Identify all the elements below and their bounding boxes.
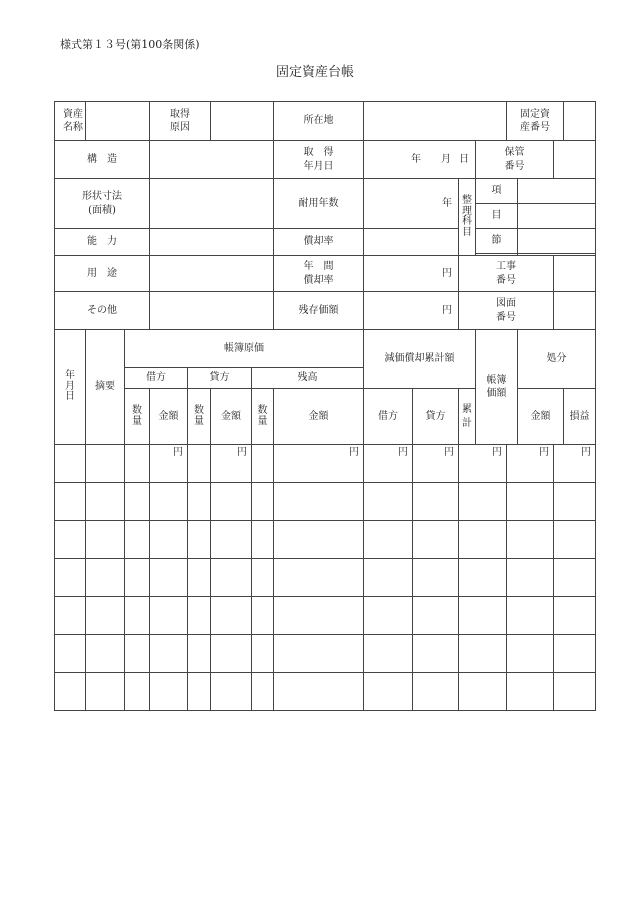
ledger-cell: [364, 635, 413, 673]
yen-unit: 円: [581, 447, 592, 458]
kou-label: 項: [476, 179, 518, 204]
ledger-cell: [413, 483, 459, 521]
yen-unit: 円: [539, 447, 549, 458]
disposal-header: 処分: [518, 330, 596, 389]
ledger-cell: [554, 559, 596, 597]
purpose-label: 用 途: [55, 256, 150, 292]
ledger-cell: [252, 445, 274, 483]
ledger-cell: [211, 597, 252, 635]
ledger-cell: [507, 635, 554, 673]
month-unit: 月: [441, 153, 451, 165]
ledger-cell: [211, 635, 252, 673]
ledger-cell: [459, 559, 507, 597]
ledger-cell: [507, 445, 554, 483]
kou-field: [518, 179, 596, 204]
book-original-cost-header: 帳簿原価: [125, 330, 364, 368]
structure-label: 構 造: [55, 141, 150, 179]
ledger-cell: [413, 559, 459, 597]
drawing-number-field: [554, 292, 596, 330]
acquisition-cause-label: 取得 原因: [150, 102, 211, 141]
yen-unit: 円: [349, 447, 359, 458]
custody-number-field: [554, 141, 596, 179]
ledger-cell: [554, 635, 596, 673]
ledger-cell: [274, 483, 364, 521]
date-column-header: 年 月 日: [55, 330, 86, 445]
ledger-cell: [364, 559, 413, 597]
ledger-cell: [252, 635, 274, 673]
moku-field: [518, 204, 596, 229]
credit-amount-header: 金額: [211, 389, 252, 445]
classification-subjects-label: 整 理 科 目: [459, 179, 476, 256]
shape-dimensions-field: [150, 179, 274, 229]
annual-depreciation-rate-label: 年 間 償却率: [274, 256, 364, 292]
yen-unit: 円: [442, 304, 452, 316]
ledger-cell: [55, 559, 86, 597]
ledger-cell: [211, 445, 252, 483]
ledger-cell: [364, 483, 413, 521]
ledger-cell: [252, 673, 274, 711]
ledger-cell: [507, 559, 554, 597]
setsu-field: [518, 229, 596, 254]
asset-ledger-table: [54, 101, 596, 711]
depreciation-rate-field: [364, 229, 459, 256]
ledger-cell: [459, 673, 507, 711]
ledger-cell: [211, 521, 252, 559]
ledger-cell: [459, 597, 507, 635]
ledger-cell: [125, 673, 150, 711]
ledger-cell: [55, 483, 86, 521]
ledger-cell: [274, 445, 364, 483]
depreciation-debit-header: 借方: [364, 389, 413, 445]
asset-name-label: 資産 名称: [55, 102, 86, 141]
ledger-cell: [413, 521, 459, 559]
ledger-cell: [274, 521, 364, 559]
useful-life-field: [364, 179, 459, 229]
ledger-summary-cell: [86, 445, 125, 483]
ledger-cell: [150, 635, 188, 673]
ledger-cell: [150, 445, 188, 483]
ledger-date-cell: [55, 445, 86, 483]
ledger-cell: [150, 559, 188, 597]
ledger-cell: [125, 521, 150, 559]
depreciation-cumulative-header: 累計: [459, 389, 476, 445]
ledger-cell: [507, 483, 554, 521]
ledger-cell: [150, 483, 188, 521]
years-unit: 年: [442, 197, 452, 209]
ledger-cell: [188, 635, 211, 673]
ledger-cell: [364, 673, 413, 711]
ledger-cell: [507, 521, 554, 559]
form-reference: 様式第１３号(第100条関係): [60, 38, 200, 51]
ledger-cell: [188, 559, 211, 597]
residual-value-label: 残存価額: [274, 292, 364, 330]
ledger-cell: [125, 445, 150, 483]
work-number-label: 工事 番号: [459, 256, 554, 292]
ledger-cell: [554, 597, 596, 635]
ledger-cell: [413, 673, 459, 711]
disposal-profit-loss-header: 損益: [564, 389, 596, 445]
ledger-cell: [55, 521, 86, 559]
ledger-cell: [211, 559, 252, 597]
ledger-cell: [459, 521, 507, 559]
ledger-cell: [86, 559, 125, 597]
ledger-cell: [188, 673, 211, 711]
annual-depreciation-rate-field: [364, 256, 459, 292]
book-value-header: 帳簿 価額: [476, 330, 518, 445]
debit-quantity-header: 数 量: [125, 389, 150, 445]
ledger-cell: [55, 673, 86, 711]
ledger-cell: [150, 521, 188, 559]
work-number-field: [554, 256, 596, 292]
ledger-cell: [459, 483, 507, 521]
ledger-cell: [364, 521, 413, 559]
acquisition-cause-field: [211, 102, 274, 141]
ledger-cell: [55, 597, 86, 635]
book-debit-header: 借方: [125, 368, 188, 389]
ledger-cell: [86, 521, 125, 559]
other-field: [150, 292, 274, 330]
setsu-label: 節: [476, 229, 518, 254]
accumulated-depreciation-header: 減価償却累計額: [364, 330, 476, 389]
ledger-cell: [55, 635, 86, 673]
ledger-cell: [274, 635, 364, 673]
asset-number-field: [564, 102, 596, 141]
asset-number-label: 固定資 産番号: [507, 102, 564, 141]
ledger-cell: [274, 597, 364, 635]
ledger-cell: [86, 597, 125, 635]
capacity-label: 能 力: [55, 229, 150, 256]
ledger-cell: [86, 635, 125, 673]
ledger-cell: [413, 597, 459, 635]
ledger-cell: [554, 483, 596, 521]
ledger-cell: [554, 521, 596, 559]
location-label: 所在地: [274, 102, 364, 141]
yen-unit: 円: [173, 447, 183, 458]
ledger-cell: [150, 673, 188, 711]
yen-unit: 円: [444, 447, 454, 458]
other-label: その他: [55, 292, 150, 330]
depreciation-credit-header: 貸方: [413, 389, 459, 445]
ledger-cell: [252, 483, 274, 521]
ledger-cell: [413, 445, 459, 483]
ledger-cell: [188, 445, 211, 483]
yen-unit: 円: [398, 447, 408, 458]
shape-dimensions-label: 形状寸法 (面積): [55, 179, 150, 229]
ledger-cell: [507, 597, 554, 635]
ledger-cell: [211, 673, 252, 711]
depreciation-rate-label: 償却率: [274, 229, 364, 256]
ledger-cell: [252, 597, 274, 635]
credit-quantity-header: 数 量: [188, 389, 211, 445]
yen-unit: 円: [492, 447, 502, 458]
ledger-cell: [188, 483, 211, 521]
day-unit: 日: [459, 153, 469, 165]
ledger-cell: [86, 483, 125, 521]
ledger-cell: [507, 673, 554, 711]
ledger-cell: [459, 635, 507, 673]
ledger-cell: [413, 635, 459, 673]
yen-unit: 円: [237, 447, 247, 458]
ledger-cell: [252, 559, 274, 597]
book-credit-header: 貸方: [188, 368, 252, 389]
purpose-field: [150, 256, 274, 292]
ledger-cell: [150, 597, 188, 635]
ledger-cell: [364, 597, 413, 635]
ledger-cell: [211, 483, 252, 521]
capacity-field: [150, 229, 274, 256]
residual-value-field: [364, 292, 459, 330]
ledger-cell: [86, 673, 125, 711]
ledger-cell: [274, 559, 364, 597]
acquisition-date-field: [364, 141, 476, 179]
drawing-number-label: 図面 番号: [459, 292, 554, 330]
ledger-cell: [125, 597, 150, 635]
ledger-cell: [188, 597, 211, 635]
ledger-cell: [125, 559, 150, 597]
ledger-cell: [274, 673, 364, 711]
balance-amount-header: 金額: [274, 389, 364, 445]
moku-label: 目: [476, 204, 518, 229]
ledger-cell: [364, 445, 413, 483]
summary-column-header: 摘要: [86, 330, 125, 445]
ledger-cell: [554, 445, 596, 483]
debit-amount-header: 金額: [150, 389, 188, 445]
custody-number-label: 保管 番号: [476, 141, 554, 179]
structure-field: [150, 141, 274, 179]
disposal-amount-header: 金額: [518, 389, 564, 445]
ledger-cell: [125, 635, 150, 673]
form-title: 固定資産台帳: [275, 65, 354, 80]
ledger-cell: [554, 673, 596, 711]
ledger-cell: [125, 483, 150, 521]
book-balance-header: 残高: [252, 368, 364, 389]
location-field: [364, 102, 507, 141]
year-unit: 年: [411, 153, 421, 165]
acquisition-date-label: 取 得 年月日: [274, 141, 364, 179]
yen-unit: 円: [442, 267, 452, 279]
useful-life-label: 耐用年数: [274, 179, 364, 229]
balance-quantity-header: 数 量: [252, 389, 274, 445]
ledger-cell: [459, 445, 507, 483]
ledger-cell: [188, 521, 211, 559]
asset-name-field: [86, 102, 150, 141]
ledger-cell: [252, 521, 274, 559]
